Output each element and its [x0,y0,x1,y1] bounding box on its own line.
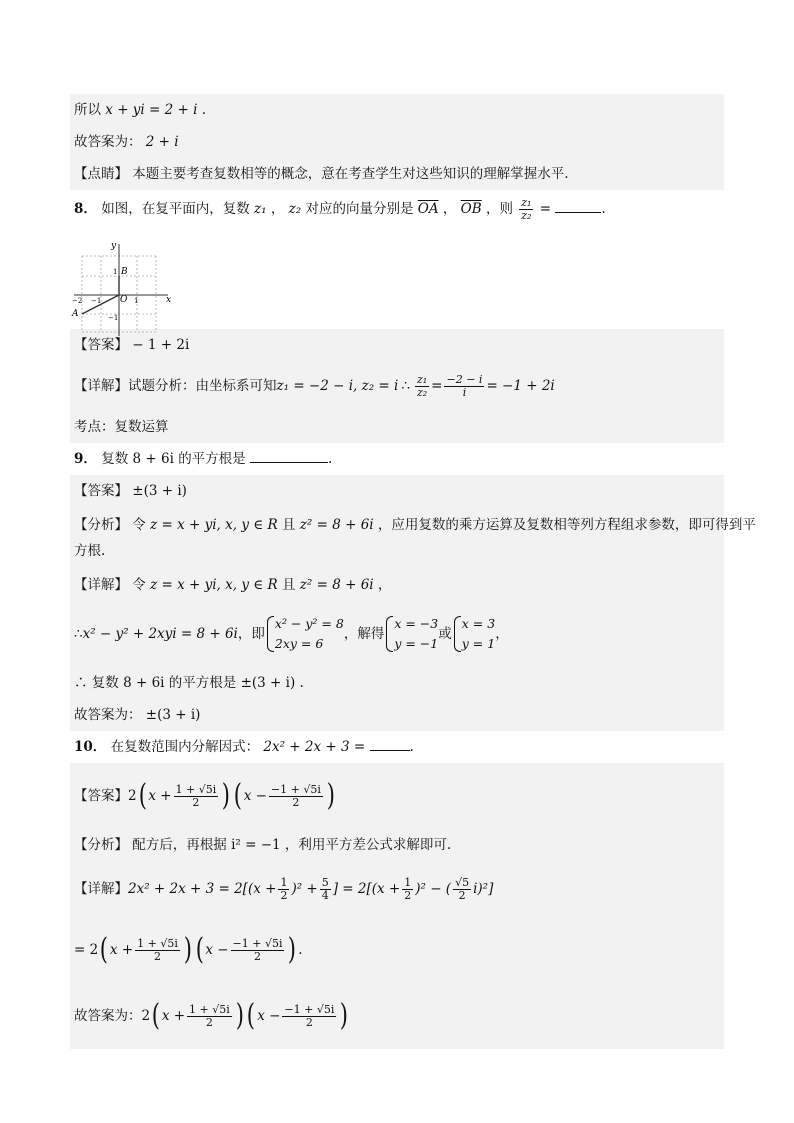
math-expression: x² − y² + 2xyi = 8 + 6i [82,626,238,642]
comment-text: 本题主要考查复数相等的概念，意在考查学生对这些知识的理解掌握水平. [132,166,569,182]
detail-text: 的平方根是 [168,675,237,691]
detail-text: 或 [438,626,452,642]
equation-row: y = 1 [461,636,496,651]
math-z2: z₂ [288,201,302,217]
fraction [402,877,413,902]
keypoint-text: 考点：复数运算 [74,419,169,435]
comment-label: 【点睛】 [74,166,128,182]
detail-label: 【详解】 [74,378,128,394]
detail-continuation [70,917,724,983]
detail-text: 令 [132,577,146,593]
numerator: √5 [455,875,470,889]
equation-row: x = 3 [461,616,496,631]
math-expression: 8 + 6i [132,451,174,467]
denominator: 2 [192,795,200,809]
detail-line [70,361,724,411]
question-8 [70,192,724,227]
fraction [135,938,180,963]
math-expression: i)²] [473,881,494,897]
answer-value: ±(3 + i) [145,707,201,723]
punct: ， [442,201,457,217]
analysis-text: 且 [282,517,296,533]
denominator: z₂ [521,209,532,222]
answer-value: ±(3 + i) [132,483,187,499]
conclusion-line [70,667,724,699]
math-expression: x + yi = 2 + i [105,102,198,118]
vector-ob: $\overline{OB}$ [460,201,482,217]
question-text: 如图，在复平面内，复数 [101,201,250,217]
numerator: −1 + √5i [284,1002,335,1016]
analysis-text: 方根. [74,543,106,559]
coefficient: 2 [128,788,137,804]
solution-system [452,614,495,654]
answer-label: 故答案为： [74,1008,142,1024]
paren-close: ) [235,998,244,1033]
therefore-symbol: ∴ [74,626,83,642]
tick-label: −2 [72,297,83,305]
fraction [187,1004,232,1029]
paren-open: ( [138,778,147,813]
denominator: 2 [292,795,300,809]
answer-blank [555,198,601,213]
math-expression: x + [161,1008,186,1024]
numerator: −1 + √5i [232,936,283,950]
paren-close: ) [222,778,231,813]
math-z1: z₁ [254,201,267,217]
numerator: 5 [321,875,329,889]
math-expression: x + [109,942,134,958]
numerator: 1 [404,875,412,889]
answer-line [70,983,724,1049]
denominator: i [462,385,467,399]
denominator: 2 [404,888,412,902]
paren-open: ( [99,932,109,967]
punct: ， [377,577,392,593]
paren-open: ( [195,932,204,967]
numerator: −1 + √5i [270,782,321,796]
equals: = [353,739,366,755]
analysis-text: 令 [132,517,146,533]
denominator: 2 [154,949,161,963]
text: 所以 [74,102,101,118]
answer-blank [250,448,328,463]
question-text: 复数 [101,451,129,467]
answer-value: − 1 + 2i [132,337,190,353]
math-expression: z = x + yi, x, y ∈ R [150,577,278,593]
analysis-label: 【分析】 [74,837,128,853]
question-number: 8． [74,201,97,217]
answer-value: 2 + i [145,134,179,150]
fraction [519,197,533,222]
question-number: 10． [74,739,107,755]
therefore-symbol: ∴ [74,675,88,691]
denominator: z₂ [416,385,428,399]
answer-line [70,475,724,507]
detail-line [70,569,724,601]
answer-label: 【答案】 [74,337,128,353]
math-expression: = −1 + 2i [486,378,555,394]
analysis-line [70,507,756,569]
equation-system [265,614,344,654]
denominator: 2 [205,1015,213,1029]
math-expression: i² = −1 [231,837,281,853]
analysis-label: 【分析】 [74,517,128,533]
punct: ， [495,626,509,642]
math-expression: = 2 [74,942,99,958]
denominator: 2 [254,949,261,963]
vector-oa: $\overline{OA}$ [417,201,439,217]
equation-row: x² − y² = 8 [274,616,344,631]
answer-label: 【答案】 [74,788,128,804]
math-expression: z² = 8 + 6i [299,517,374,533]
detail-label: 【详解】 [74,577,128,593]
numerator: 1 [280,875,288,889]
complex-plane-figure [70,238,180,338]
punct: . [409,739,414,755]
math-expression: x − [243,788,267,804]
question-9 [70,443,724,475]
solution-line [70,94,724,126]
math-expression: 8 + 6i [123,675,165,691]
math-expression: 2x² + 2x + 3 = 2[(x + [128,881,277,897]
fraction [282,1004,336,1029]
detail-label: 【详解】 [74,881,128,897]
answer-line [70,699,724,731]
tick-label: 1 [134,297,139,305]
math-expression: ±(3 + i) [240,675,296,691]
detail-line [70,861,724,917]
tick-label: −1 [108,314,119,322]
analysis-text: 配方后，再根据 [132,837,227,853]
denominator: 2 [305,1015,313,1029]
punct: . [327,451,333,467]
analysis-line [70,829,724,861]
x-axis-label: x [166,295,172,305]
paren-close: ) [183,932,192,967]
question-10 [70,731,724,763]
analysis-text: ，应用复数的乘方运算及复数相等列方程组求参数，即可得到平 [377,517,756,533]
answer-line [70,763,724,829]
answer-label: 故答案为： [74,707,142,723]
punct: ， [270,201,285,217]
equals: = [539,201,552,217]
fraction [231,938,285,963]
system-line [70,601,724,667]
math-expression: x − [205,942,229,958]
math-expression: ] = 2[(x + [332,881,401,897]
answer-label: 【答案】 [74,483,128,499]
math-expression: z = x + yi, x, y ∈ R [150,517,278,533]
paren-open: ( [233,778,242,813]
paren-open: ( [247,998,256,1033]
denominator: 2 [280,888,288,902]
question-text: 在复数范围内分解因式： [110,739,260,755]
punct: . [298,942,303,958]
fraction [444,374,484,399]
point-a-label: A [72,309,79,319]
equation-row: 2xy = 6 [274,636,324,651]
detail-text: 复数 [91,675,119,691]
numerator: −2 − i [446,372,483,386]
paren-close: ) [326,778,335,813]
paren-close: ) [340,998,349,1033]
numerator: z₁ [521,196,532,209]
therefore-symbol: ∴ [401,378,410,394]
equals: = [431,378,443,394]
math-expression: z² = 8 + 6i [299,577,374,593]
paren-open: ( [151,998,161,1033]
origin-label: O [120,295,128,305]
numerator: 1 + √5i [175,782,217,796]
y-axis-label: y [111,241,117,251]
keypoint-line [70,411,724,443]
denominator: 4 [321,888,329,902]
punct: . [299,675,304,691]
paren-close: ) [288,932,297,967]
math-expression: 2x² + 2x + 3 [263,739,350,755]
math-expression: z₁ = −2 − i, z₂ = i [276,378,399,394]
question-text: 的平方根是 [178,451,246,467]
detail-text: 且 [282,577,296,593]
solution-system [384,614,438,654]
analysis-text: ，利用平方差公式求解即可. [284,837,452,853]
fraction [269,784,323,809]
fraction [174,784,219,809]
detail-text: 试题分析：由坐标系可知 [128,378,277,394]
detail-text: ，即 [237,626,265,642]
answer-blank [370,736,410,751]
punct: . [601,201,606,217]
coefficient: 2 [141,1008,151,1024]
question-text: ，则 [485,201,513,217]
comment-line [70,158,724,190]
fraction [278,877,289,902]
denominator: 2 [458,888,466,902]
tick-label: 1 [113,268,118,276]
math-expression: x − [257,1008,281,1024]
question-text: 对应的向量分别是 [305,201,414,217]
answer-line [70,126,724,158]
math-expression: x + [148,788,172,804]
tick-label: −1 [91,297,102,305]
numerator: 1 + √5i [189,1002,230,1016]
numerator: 1 + √5i [137,936,178,950]
equation-row: x = −3 [394,616,439,631]
fraction [453,877,471,902]
math-expression: )² − ( [415,881,452,897]
equation-row: y = −1 [394,636,439,651]
math-expression: )² + [291,881,318,897]
point-b-label: B [121,267,128,277]
question-number: 9． [74,451,97,467]
numerator: z₁ [416,372,428,386]
fraction [320,877,331,902]
fraction [415,374,429,399]
detail-text: ，解得 [343,626,385,642]
answer-label: 故答案为： [74,134,142,150]
punct: . [201,102,207,118]
